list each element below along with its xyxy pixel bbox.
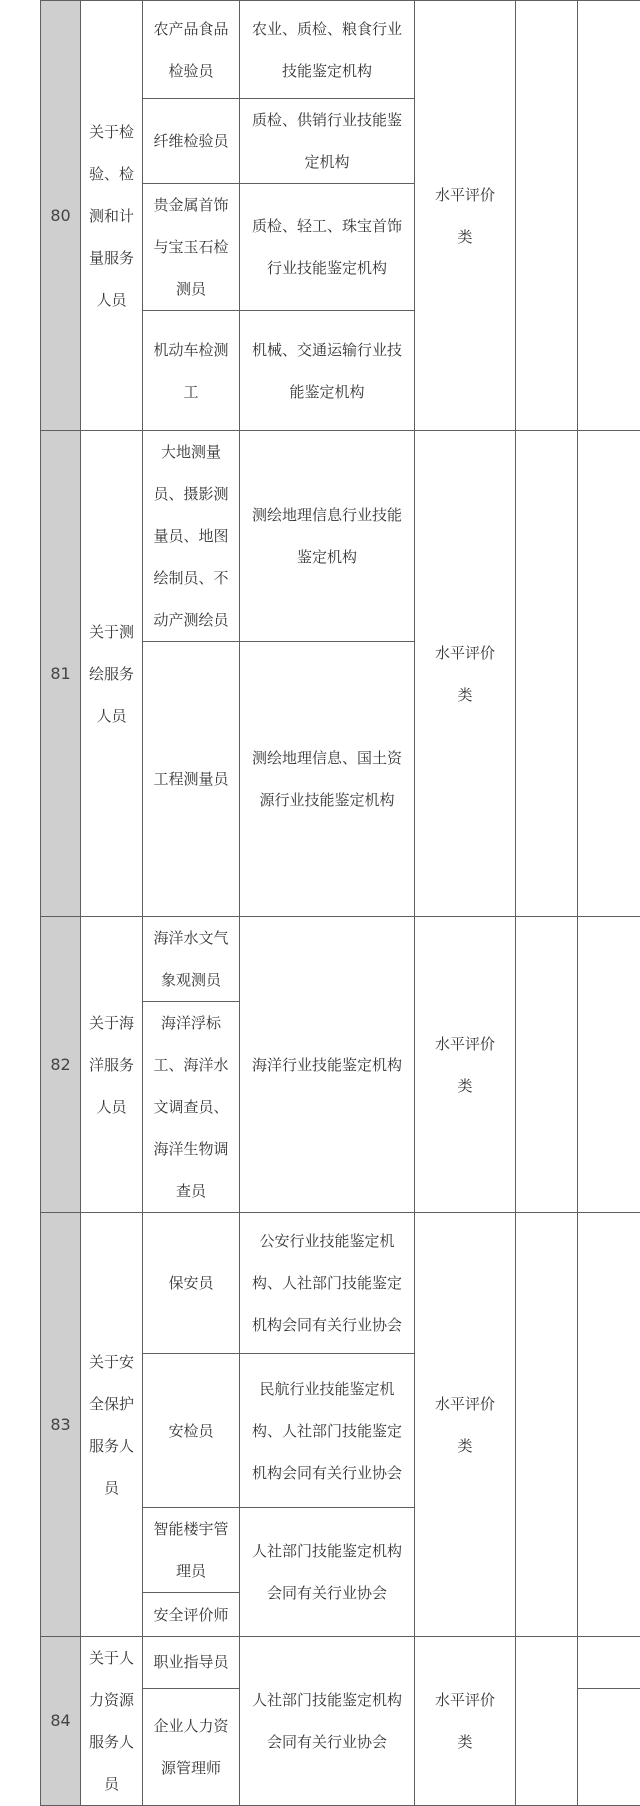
- agency-cell: 机械、交通运输行业技能鉴定机构: [240, 311, 415, 431]
- empty-cell: [516, 1, 578, 431]
- empty-cell: [578, 917, 640, 1213]
- empty-cell: [578, 1688, 640, 1805]
- agency-cell: 人社部门技能鉴定机构会同有关行业协会: [240, 1637, 415, 1806]
- empty-cell: [516, 1213, 578, 1637]
- agency-cell: 测绘地理信息行业技能鉴定机构: [240, 431, 415, 642]
- empty-cell: [578, 1, 640, 431]
- evaluation-type-cell: 水平评价类: [415, 1213, 516, 1637]
- row-number: 80: [41, 1, 81, 431]
- agency-cell: 质检、轻工、珠宝首饰行业技能鉴定机构: [240, 184, 415, 311]
- category-cell: 关于测绘服务人员: [81, 431, 143, 917]
- category-cell: 关于海洋服务人员: [81, 917, 143, 1213]
- row-number: 81: [41, 431, 81, 917]
- empty-cell: [516, 431, 578, 917]
- empty-cell: [578, 1637, 640, 1689]
- category-cell: 关于检验、检测和计量服务人员: [81, 1, 143, 431]
- occupation-table: [40, 0, 640, 1806]
- job-name-cell: 智能楼宇管理员: [143, 1508, 240, 1593]
- job-name-cell: 机动车检测工: [143, 311, 240, 431]
- empty-cell: [516, 1637, 578, 1806]
- job-name-cell: 企业人力资源管理师: [143, 1688, 240, 1805]
- agency-cell: 农业、质检、粮食行业技能鉴定机构: [240, 1, 415, 99]
- job-name-cell: 职业指导员: [143, 1637, 240, 1689]
- job-name-cell: 工程测量员: [143, 642, 240, 917]
- table-row: [41, 1637, 640, 1689]
- job-name-cell: 贵金属首饰与宝玉石检测员: [143, 184, 240, 311]
- table-row: [41, 431, 640, 642]
- job-name-cell: 大地测量员、摄影测量员、地图绘制员、不动产测绘员: [143, 431, 240, 642]
- table-row: [41, 917, 640, 1002]
- job-name-cell: 海洋水文气象观测员: [143, 917, 240, 1002]
- row-number: 84: [41, 1637, 81, 1806]
- agency-cell: 测绘地理信息、国土资源行业技能鉴定机构: [240, 642, 415, 917]
- table-row: [41, 1213, 640, 1354]
- table-row: [41, 1, 640, 99]
- empty-cell: [578, 431, 640, 917]
- empty-cell: [578, 1213, 640, 1637]
- job-name-cell: 安全评价师: [143, 1593, 240, 1637]
- agency-cell: 人社部门技能鉴定机构会同有关行业协会: [240, 1508, 415, 1637]
- job-name-cell: 农产品食品检验员: [143, 1, 240, 99]
- evaluation-type-cell: 水平评价类: [415, 431, 516, 917]
- job-name-cell: 安检员: [143, 1354, 240, 1508]
- evaluation-type-cell: 水平评价类: [415, 917, 516, 1213]
- job-name-cell: 海洋浮标工、海洋水文调查员、海洋生物调查员: [143, 1002, 240, 1213]
- row-number: 83: [41, 1213, 81, 1637]
- agency-cell: 质检、供销行业技能鉴定机构: [240, 99, 415, 184]
- job-name-cell: 保安员: [143, 1213, 240, 1354]
- category-cell: 关于人力资源服务人员: [81, 1637, 143, 1806]
- empty-cell: [516, 917, 578, 1213]
- evaluation-type-cell: 水平评价类: [415, 1, 516, 431]
- row-number: 82: [41, 917, 81, 1213]
- job-name-cell: 纤维检验员: [143, 99, 240, 184]
- agency-cell: 公安行业技能鉴定机构、人社部门技能鉴定机构会同有关行业协会: [240, 1213, 415, 1354]
- category-cell: 关于安全保护服务人员: [81, 1213, 143, 1637]
- evaluation-type-cell: 水平评价类: [415, 1637, 516, 1806]
- agency-cell: 民航行业技能鉴定机构、人社部门技能鉴定机构会同有关行业协会: [240, 1354, 415, 1508]
- agency-cell: 海洋行业技能鉴定机构: [240, 917, 415, 1213]
